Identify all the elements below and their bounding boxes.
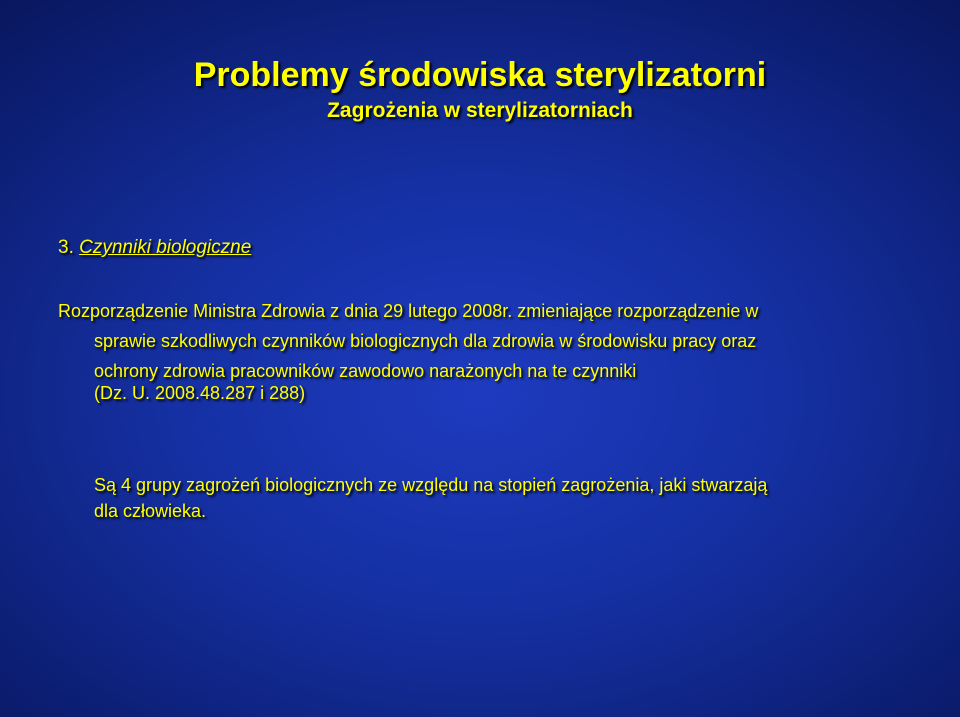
section-heading bbox=[58, 236, 251, 260]
groups-line-1: Są 4 grupy zagrożeń biologicznych ze względu na stopień zagrożenia, jaki stwarzają bbox=[94, 475, 768, 495]
regulation-line-2: sprawie szkodliwych czynników biologicznych dla zdrowia w środowisku pracy oraz bbox=[94, 331, 757, 351]
groups-line-2: dla człowieka. bbox=[94, 501, 207, 521]
groups-text bbox=[94, 472, 924, 524]
section-number: 3. bbox=[58, 237, 74, 258]
slide-subtitle: Zagrożenia w sterylizatorniach bbox=[327, 99, 633, 122]
regulation-reference: (Dz. U. 2008.48.287 i 288) bbox=[94, 383, 306, 403]
regulation-line-3: ochrony zdrowia pracowników zawodowo narażonych na te czynniki bbox=[94, 361, 637, 381]
regulation-text bbox=[58, 296, 918, 386]
slide-title: Problemy środowiska sterylizatorni bbox=[193, 56, 767, 94]
section-heading-link[interactable]: Czynniki biologiczne bbox=[79, 237, 252, 258]
regulation-line-1: Rozporządzenie Ministra Zdrowia z dnia 29 lutego 2008r. zmieniające rozporządzenie w bbox=[58, 301, 759, 321]
